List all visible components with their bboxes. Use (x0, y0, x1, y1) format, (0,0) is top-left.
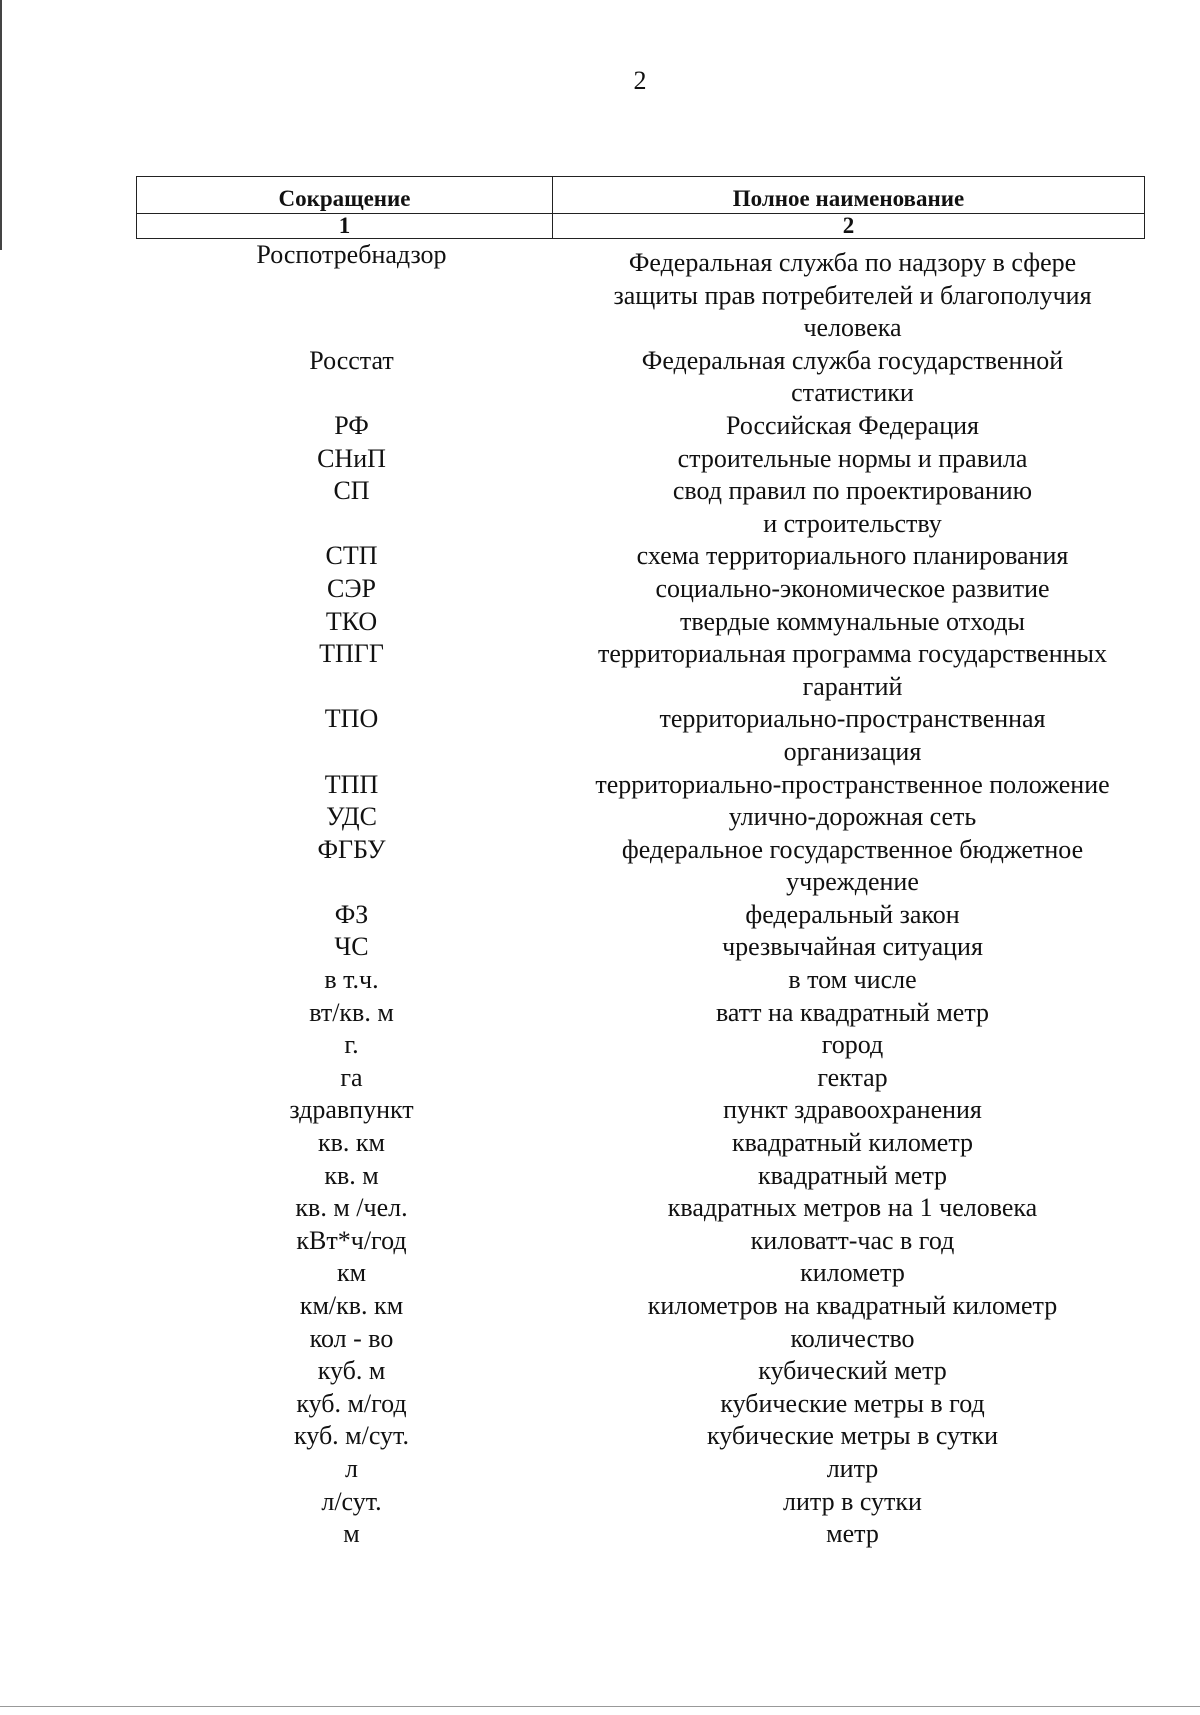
abbreviation-cell: куб. м/сут. (294, 1421, 409, 1451)
table-row (137, 931, 1145, 964)
table-row (137, 1355, 1145, 1388)
table-row (137, 1257, 1145, 1290)
full-name-cell: территориально-пространственное положение (595, 769, 1110, 799)
abbreviation-cell: СНиП (317, 443, 386, 473)
abbreviation-cell: км/кв. км (299, 1291, 404, 1320)
table-row (137, 475, 1145, 540)
full-name-cell: город (821, 1030, 884, 1060)
table-row (137, 1192, 1145, 1225)
table-row (137, 573, 1145, 606)
table-row (137, 703, 1145, 768)
full-name-cell: Российская Федерация (726, 410, 979, 440)
abbreviation-cell: кв. км (318, 1128, 385, 1158)
abbreviation-cell: ТПГГ (319, 639, 384, 669)
abbreviation-cell: УДС (326, 802, 377, 832)
table-row (137, 540, 1145, 573)
abbreviation-cell: ФЗ (334, 899, 369, 929)
table-row (137, 801, 1145, 834)
abbreviation-cell: куб. м/год (296, 1388, 407, 1418)
abbreviation-cell: кв. м /чел. (295, 1193, 408, 1223)
abbreviation-cell: Росстат (309, 345, 394, 375)
table-row (137, 1323, 1145, 1356)
full-name-cell: федеральный закон (745, 899, 960, 929)
scan-bottom-line (0, 1706, 1200, 1707)
table-row (137, 1388, 1145, 1421)
table-row (137, 443, 1145, 476)
full-name-cell: гектар (817, 1062, 888, 1092)
full-name-cell: квадратный метр (757, 1160, 948, 1190)
table-row (137, 1094, 1145, 1127)
table-row (137, 1420, 1145, 1453)
abbreviation-cell: га (340, 1062, 363, 1092)
abbreviation-cell: ЧС (334, 932, 369, 962)
full-name-cell: литр в сутки (783, 1486, 922, 1516)
full-name-cell: ватт на квадратный метр (715, 997, 989, 1027)
table-row (137, 239, 1145, 345)
abbreviation-cell: ТПП (324, 769, 379, 799)
full-name-cell: литр (826, 1453, 879, 1483)
header-full-name: Полное наименование (553, 177, 1145, 214)
full-name-cell: территориально-пространственная организация (659, 704, 1046, 766)
abbreviation-cell: кВт*ч/год (296, 1225, 407, 1255)
full-name-cell: квадратных метров на 1 человека (667, 1193, 1038, 1223)
full-name-cell: киловатт-час в год (750, 1225, 955, 1255)
full-name-cell: метр (826, 1519, 879, 1549)
full-name-cell: километр (800, 1258, 905, 1288)
abbreviation-cell: СТП (325, 541, 378, 571)
abbreviation-cell: Роспотребнадзор (256, 240, 447, 269)
full-name-cell: кубические метры в год (720, 1388, 985, 1418)
full-name-cell: твердые коммунальные отходы (679, 606, 1026, 636)
table-row (137, 1062, 1145, 1095)
table-row (137, 1453, 1145, 1486)
table-row (137, 1225, 1145, 1258)
table-row (137, 1290, 1145, 1323)
full-name-cell: километров на квадратный километр (647, 1291, 1058, 1320)
table-row (137, 1127, 1145, 1160)
table-row (137, 899, 1145, 932)
full-name-cell: в том числе (788, 965, 917, 995)
full-name-cell: кубические метры в сутки (707, 1421, 998, 1451)
full-name-cell: федеральное государственное бюджетное учреждение (621, 834, 1084, 897)
full-name-cell: чрезвычайная ситуация (722, 932, 983, 962)
header-abbreviation: Сокращение (137, 177, 553, 214)
full-name-cell: количество (790, 1323, 915, 1353)
abbreviation-cell: кв. м (324, 1160, 379, 1190)
table-row (137, 1518, 1145, 1551)
abbreviation-cell: СЭР (327, 573, 376, 603)
abbreviation-cell: здравпункт (289, 1095, 414, 1125)
table-row (137, 1486, 1145, 1519)
full-name-cell: кубический метр (758, 1356, 947, 1386)
table-row (137, 606, 1145, 639)
abbreviation-cell: в т.ч. (324, 965, 379, 995)
full-name-cell: Федеральная служба государственной статистики (641, 345, 1064, 408)
table-row (137, 410, 1145, 443)
scan-edge-line (0, 0, 2, 250)
abbreviation-cell: кол - во (309, 1323, 394, 1353)
abbreviation-cell: км (336, 1258, 367, 1288)
full-name-cell: улично-дорожная сеть (728, 802, 977, 832)
abbreviation-cell: ТКО (325, 606, 378, 636)
abbreviation-cell: ТПО (324, 704, 379, 734)
abbreviation-cell: куб. м (317, 1356, 386, 1386)
abbreviation-cell: л/сут. (321, 1486, 382, 1516)
full-name-cell: квадратный километр (731, 1128, 974, 1158)
abbreviation-cell: л (345, 1453, 358, 1483)
table-row (137, 638, 1145, 703)
table-row (137, 964, 1145, 997)
abbreviation-cell: вт/кв. м (309, 997, 394, 1027)
table-row (137, 345, 1145, 410)
abbreviation-cell: ФГБУ (317, 834, 386, 864)
abbreviations-table (136, 176, 1145, 1551)
abbreviation-cell: РФ (334, 410, 369, 440)
page-number: 2 (633, 66, 647, 95)
full-name-cell: Федеральная служба по надзору в сфере защиты прав потребителей и благополучия человека (613, 248, 1092, 343)
full-name-cell: строительные нормы и правила (677, 443, 1028, 473)
table-row (137, 834, 1145, 899)
abbreviation-cell: г. (344, 1030, 359, 1060)
column-number-1: 1 (137, 214, 553, 239)
table-body (137, 239, 1145, 1551)
abbreviation-cell: СП (333, 476, 370, 506)
table-row (137, 997, 1145, 1030)
full-name-cell: свод правил по проектированию и строительству (672, 476, 1033, 538)
full-name-cell: территориальная программа государственных гарантий (597, 639, 1107, 701)
abbreviation-cell: м (343, 1519, 360, 1549)
column-number-2: 2 (553, 214, 1145, 239)
table-row (137, 1029, 1145, 1062)
table-row (137, 769, 1145, 802)
full-name-cell: социально-экономическое развитие (655, 573, 1050, 603)
full-name-cell: пункт здравоохранения (723, 1095, 982, 1125)
table-row (137, 1160, 1145, 1193)
full-name-cell: схема территориального планирования (636, 541, 1069, 571)
